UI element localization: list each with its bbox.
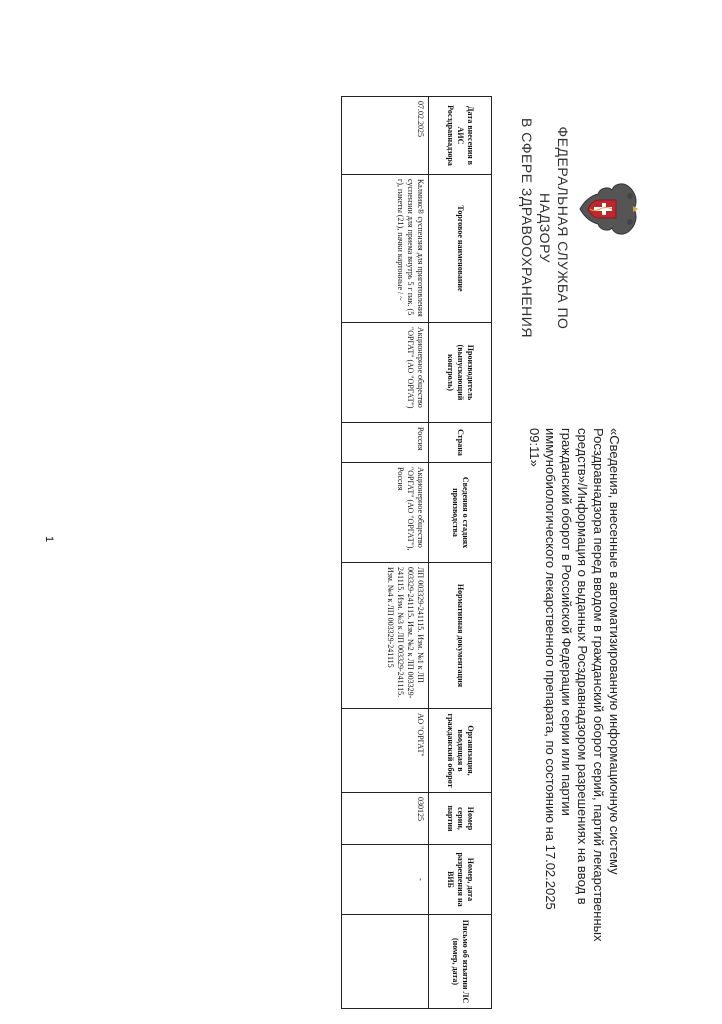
cell-organization: АО "ОРГАТ" xyxy=(342,709,429,793)
column-header-manufacturer: Производитель (выпускающий контроль) xyxy=(429,323,492,423)
cell-country: Россия xyxy=(342,423,429,463)
cell-normative-docs: ЛП 003329-241115. Изм. №1 к ЛП 003329-241115. Изм. №2 к ЛП 003329-241115. Изм. №3 к ЛП 003329-241115. Изм. №4 к ЛП 003329-241115 xyxy=(342,563,429,709)
agency-name xyxy=(518,98,572,358)
cell-trade-name: Калмикс® суспензия для приготовления суспензии для приема внутрь 5 г пак. (5 г), пакеты (21), пачки картонные / ~ xyxy=(342,175,429,323)
column-header-production-stages: Сведения о стадиях производства xyxy=(429,463,492,563)
column-header-date: Дата внесения в АИС Росздравнадзора xyxy=(429,97,492,175)
column-header-batch-number: Номер серии, партии xyxy=(429,793,492,845)
double-headed-eagle-emblem-icon xyxy=(574,178,640,240)
agency-name-line2: В СФЕРЕ ЗДРАВООХРАНЕНИЯ xyxy=(519,118,535,338)
column-header-withdrawal-letter: Письмо об изъятии ЛС (номер, дата) xyxy=(429,915,492,1009)
table-header-row xyxy=(429,97,492,1009)
page-number: 1 xyxy=(43,536,55,543)
cell-production-stages: Акционерное общество "ОРГАТ" (АО "ОРГАТ"), Россия xyxy=(342,463,429,563)
table-row xyxy=(342,97,429,1009)
registration-table xyxy=(341,96,492,1009)
agency-name-line1: ФЕДЕРАЛЬНАЯ СЛУЖБА ПО НАДЗОРУ xyxy=(537,126,571,330)
cell-withdrawal-letter xyxy=(342,915,429,1009)
column-header-normative-docs: Нормативная документация xyxy=(429,563,492,709)
cell-manufacturer: Акционерное общество "ОРГАТ" (АО "ОРГАТ") xyxy=(342,323,429,423)
document-title: «Сведения, внесенные в автоматизированную информационную систему Росздравнадзора перед вводом в гражданский оборот серий, партий лекарственных средств»/Информация о выданных Росздравнадзором разрешениях на ввод в гражданский оборот в Российской Федерации серии или партии иммунобиологического лекарственного препарата, по состоянию на 17.02.2025 09:11» xyxy=(527,428,622,942)
column-header-permit: Номер, дата разрешения на ВИБ xyxy=(429,845,492,915)
column-header-trade-name: Торговое наименование xyxy=(429,175,492,323)
column-header-organization: Организация, вводящая в гражданский оборот xyxy=(429,709,492,793)
cell-batch-number: 030125 xyxy=(342,793,429,845)
cell-date: 07.02.2025 xyxy=(342,97,429,175)
column-header-country: Страна xyxy=(429,423,492,463)
cell-permit: - xyxy=(342,845,429,915)
